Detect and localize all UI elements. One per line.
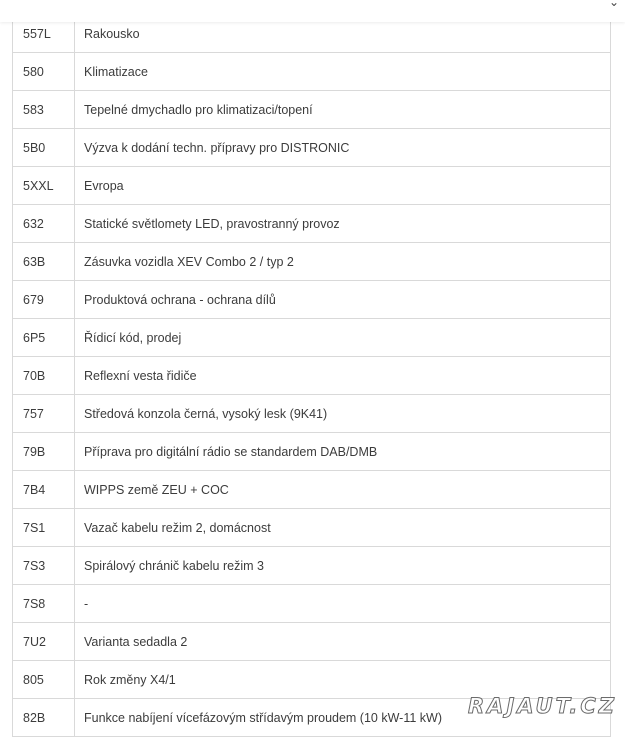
table-body [13,15,611,737]
table-row [13,91,611,129]
option-description-cell: Rakousko [75,15,611,53]
option-code-cell: 7S3 [13,547,75,585]
top-bar [0,0,625,22]
option-description-cell: Produktová ochrana - ochrana dílů [75,281,611,319]
option-code-cell: 79B [13,433,75,471]
table-row [13,623,611,661]
table-row [13,357,611,395]
option-code-cell: 5XXL [13,167,75,205]
option-code-cell: 7B4 [13,471,75,509]
option-code-cell: 679 [13,281,75,319]
option-code-cell: 580 [13,53,75,91]
table-row [13,167,611,205]
option-description-cell: Statické světlomety LED, pravostranný provoz [75,205,611,243]
option-description-cell: Vazač kabelu režim 2, domácnost [75,509,611,547]
option-description-cell: Rok změny X4/1 [75,661,611,699]
table-row [13,547,611,585]
table-row [13,129,611,167]
option-code-cell: 7S1 [13,509,75,547]
table-row [13,661,611,699]
equipment-table-container [12,14,611,737]
table-row [13,205,611,243]
table-row [13,585,611,623]
option-description-cell: Evropa [75,167,611,205]
option-description-cell: Zásuvka vozidla XEV Combo 2 / typ 2 [75,243,611,281]
chevron-down-icon[interactable]: ⌄ [608,0,619,9]
option-code-cell: 7U2 [13,623,75,661]
equipment-codes-table [12,14,611,737]
option-description-cell: - [75,585,611,623]
option-description-cell: Reflexní vesta řidiče [75,357,611,395]
table-row [13,395,611,433]
option-description-cell: Klimatizace [75,53,611,91]
table-row [13,243,611,281]
watermark-logo: RAJAUT.CZ [468,694,617,718]
option-description-cell: Spirálový chránič kabelu režim 3 [75,547,611,585]
table-row [13,53,611,91]
option-description-cell: Tepelné dmychadlo pro klimatizaci/topení [75,91,611,129]
option-code-cell: 63B [13,243,75,281]
option-code-cell: 757 [13,395,75,433]
table-row [13,281,611,319]
option-code-cell: 805 [13,661,75,699]
table-row [13,319,611,357]
option-description-cell: WIPPS země ZEU + COC [75,471,611,509]
option-code-cell: 5B0 [13,129,75,167]
option-description-cell: Příprava pro digitální rádio se standardem DAB/DMB [75,433,611,471]
option-code-cell: 632 [13,205,75,243]
table-row [13,471,611,509]
option-description-cell: Funkce nabíjení vícefázovým střídavým proudem (10 kW-11 kW) [75,699,611,737]
option-description-cell: Výzva k dodání techn. přípravy pro DISTRONIC [75,129,611,167]
option-description-cell: Varianta sedadla 2 [75,623,611,661]
option-code-cell: 6P5 [13,319,75,357]
option-code-cell: 583 [13,91,75,129]
table-row [13,509,611,547]
option-code-cell: 7S8 [13,585,75,623]
option-code-cell: 82B [13,699,75,737]
option-description-cell: Středová konzola černá, vysoký lesk (9K41) [75,395,611,433]
table-row [13,433,611,471]
option-code-cell: 557L [13,15,75,53]
option-description-cell: Řídicí kód, prodej [75,319,611,357]
option-code-cell: 70B [13,357,75,395]
